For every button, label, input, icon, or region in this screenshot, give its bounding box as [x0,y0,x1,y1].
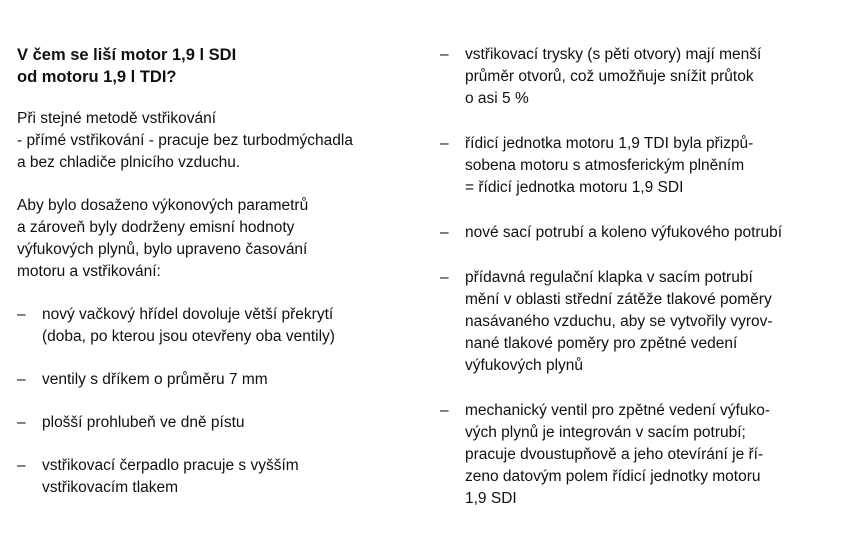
paragraph-line: motoru a vstřikování: [17,263,161,280]
list-item-line: nané tlakové poměry pro zpětné vedení [465,335,738,352]
list-item-line: zeno datovým polem řídicí jednotky motoru [465,468,761,485]
list-item-line: nový vačkový hřídel dovoluje větší překrytí [42,306,334,323]
list-item [17,412,417,434]
list-item-line: mechanický ventil pro zpětné vedení výfuko- [465,402,770,419]
list-item-line: ventily s dříkem o průměru 7 mm [42,371,268,388]
paragraph-line: a bez chladiče plnicího vzduchu. [17,154,241,171]
list-item-line: přídavná regulační klapka v sacím potrubí [465,269,753,286]
dash-marker: – [17,306,26,323]
list-item [17,304,417,348]
right-column [440,44,840,533]
dash-marker: – [440,269,449,286]
list-item-line: sobena motoru s atmosferickým plněním [465,157,745,174]
list-item-line: výfukových plynů [465,357,584,374]
dash-marker: – [440,224,449,241]
title-line: V čem se liší motor 1,9 l SDI [17,46,237,64]
list-item-line: = řídicí jednotka motoru 1,9 SDI [465,179,684,196]
dash-marker: – [440,402,449,419]
dash-marker: – [440,46,449,63]
list-item-line: vstřikovací trysky (s pěti otvory) mají menší [465,46,762,63]
list-item-line: o asi 5 % [465,90,529,107]
list-item-line: řídicí jednotka motoru 1,9 TDI byla přizpů- [465,135,754,152]
right-bullet-list [440,44,840,510]
paragraph-line: a zároveň byly dodrženy emisní hodnoty [17,219,295,236]
paragraph-line: Při stejné metodě vstřikování [17,110,217,127]
list-item [17,369,417,391]
left-bullet-list [17,304,417,499]
list-item-line: 1,9 SDI [465,490,517,507]
dash-marker: – [440,135,449,152]
list-item-line: vých plynů je integrován v sacím potrubí; [465,424,746,441]
list-item [440,400,840,510]
list-item-line: (doba, po kterou jsou otevřeny oba ventily) [42,328,335,345]
intro-paragraph [17,108,417,174]
list-item-line: plošší prohlubeň ve dně pístu [42,414,245,431]
list-item-line: nové sací potrubí a koleno výfukového potrubí [465,224,783,241]
list-item-line: průměr otvorů, což umožňuje snížit průtok [465,68,754,85]
dash-marker: – [17,457,26,474]
page-title [17,44,417,88]
list-item-line: vstřikovacím tlakem [42,479,179,496]
title-line: od motoru 1,9 l TDI? [17,68,177,86]
dash-marker: – [17,371,26,388]
list-item [440,267,840,377]
paragraph-line: výfukových plynů, bylo upraveno časování [17,241,308,258]
list-item-line: vstřikovací čerpadlo pracuje s vyšším [42,457,299,474]
list-item [440,133,840,199]
paragraph-line: - přímé vstřikování - pracuje bez turbodmýchadla [17,132,353,149]
list-item-line: pracuje dvoustupňově a jeho otevírání je ří- [465,446,764,463]
dash-marker: – [17,414,26,431]
left-column [17,44,417,520]
list-item-line: nasávaného vzduchu, aby se vytvořily vyrov- [465,313,773,330]
list-item [17,455,417,499]
timing-paragraph [17,195,417,283]
paragraph-line: Aby bylo dosaženo výkonových parametrů [17,197,309,214]
list-item [440,44,840,110]
list-item-line: mění v oblasti střední zátěže tlakové poměry [465,291,772,308]
list-item [440,222,840,244]
